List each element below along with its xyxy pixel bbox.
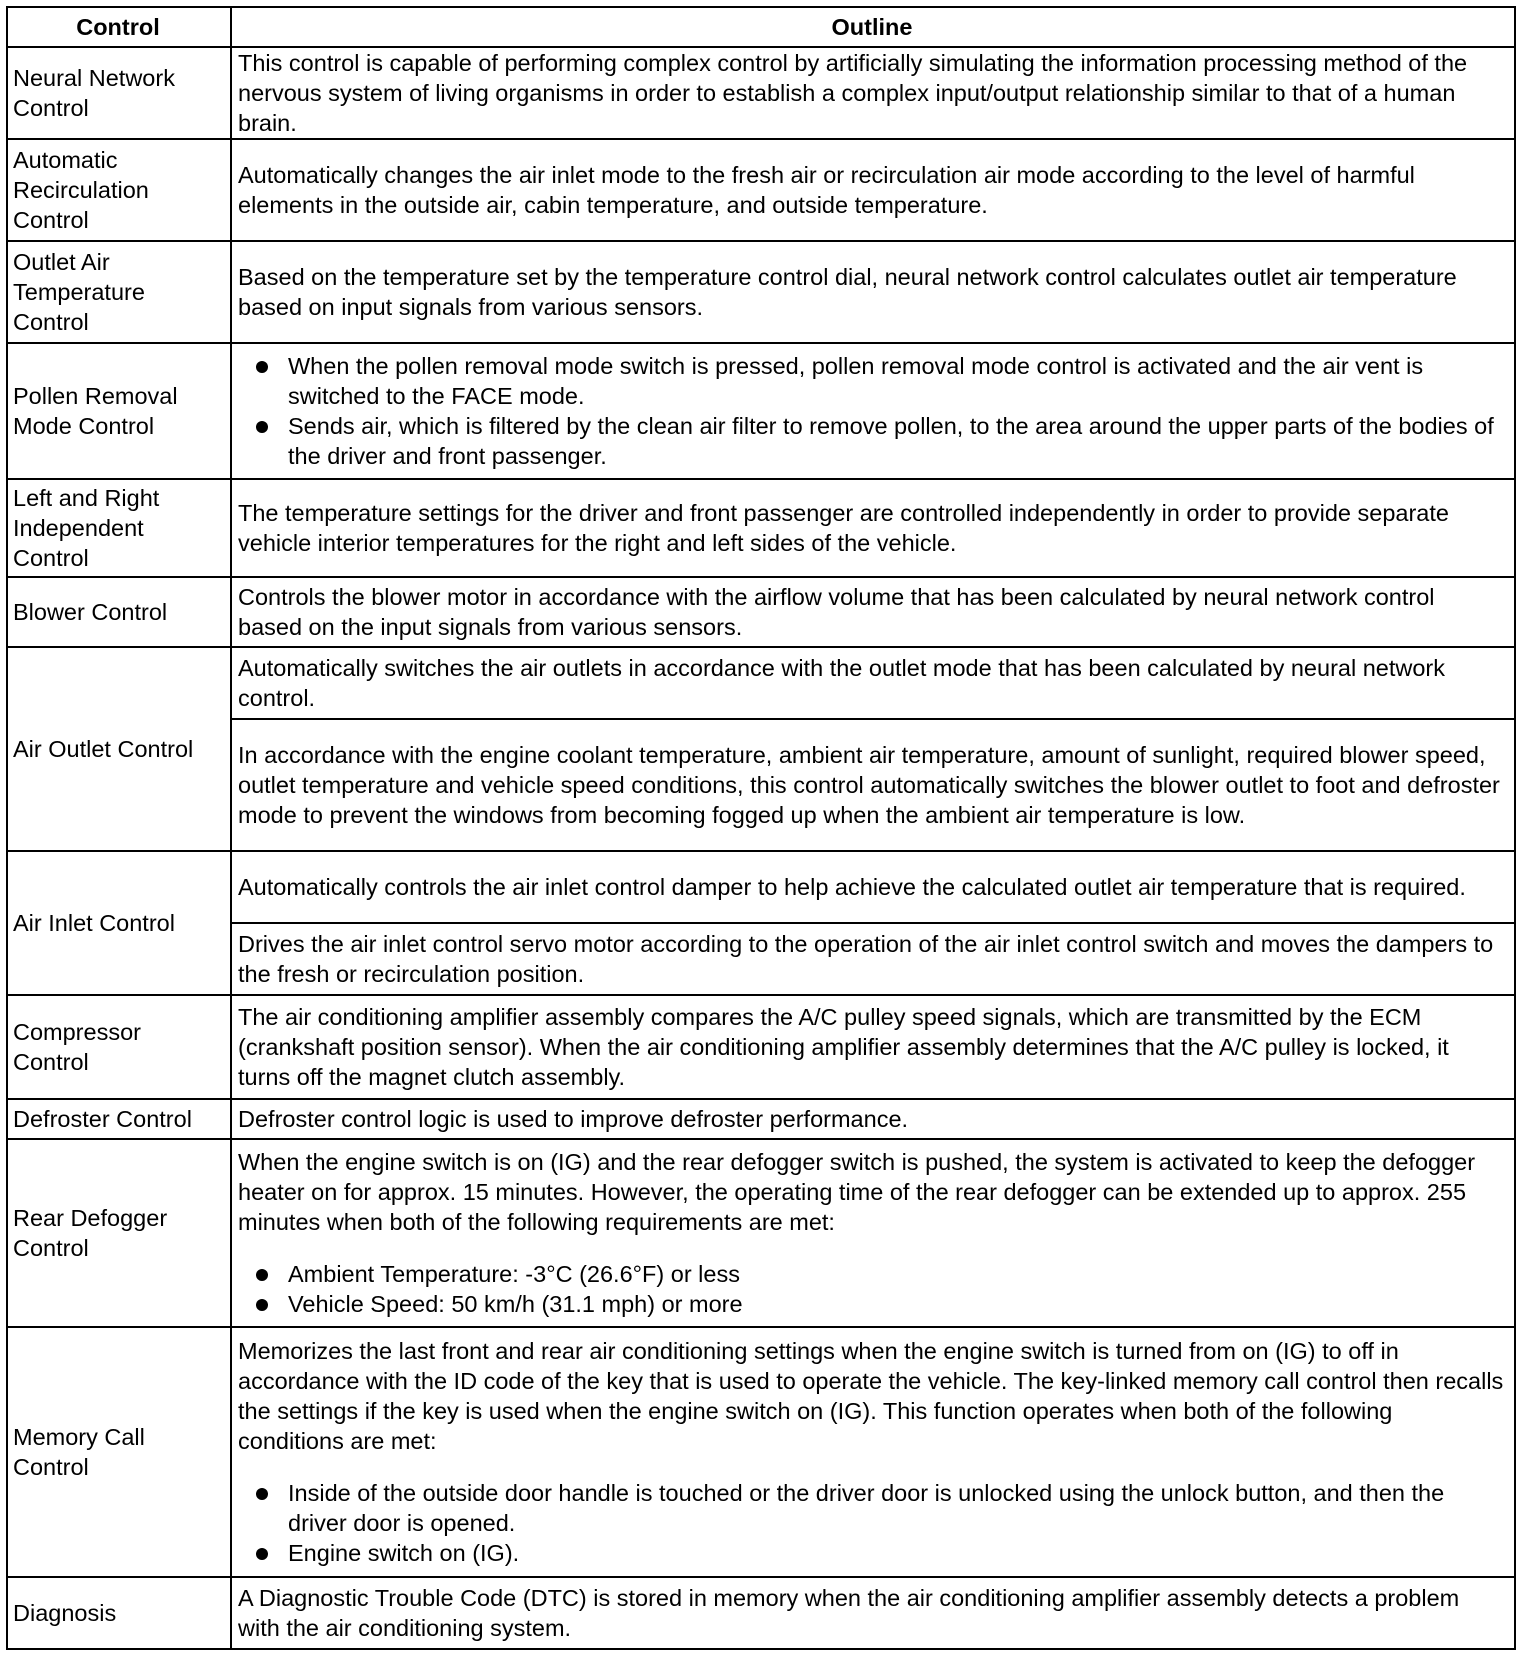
list-item: Vehicle Speed: 50 km/h (31.1 mph) or more bbox=[238, 1289, 1504, 1319]
table-row bbox=[7, 647, 1515, 719]
control-outline: Automatically switches the air outlets in accordance with the outlet mode that has been calculated by neural network control. bbox=[231, 647, 1515, 719]
control-outline: Defroster control logic is used to improve defroster performance. bbox=[231, 1099, 1515, 1139]
list-item: Ambient Temperature: -3°C (26.6°F) or less bbox=[238, 1259, 1504, 1289]
table-row bbox=[7, 1327, 1515, 1577]
control-name: Neural Network Control bbox=[7, 47, 231, 139]
table-row bbox=[7, 479, 1515, 577]
header-row bbox=[7, 7, 1515, 47]
table-row bbox=[7, 1099, 1515, 1139]
control-outline: Controls the blower motor in accordance with the airflow volume that has been calculated by neural network control based on the input signals from various sensors. bbox=[231, 577, 1515, 647]
control-name: Blower Control bbox=[7, 577, 231, 647]
list-item: Inside of the outside door handle is touched or the driver door is unlocked using the unlock button, and then the driver door is opened. bbox=[238, 1478, 1504, 1538]
table-row bbox=[7, 1139, 1515, 1327]
control-outline: Drives the air inlet control servo motor according to the operation of the air inlet control switch and moves the dampers to the fresh or recirculation position. bbox=[231, 923, 1515, 995]
control-outline-table bbox=[6, 6, 1516, 1650]
control-name: Rear Defogger Control bbox=[7, 1139, 231, 1327]
control-name: Memory Call Control bbox=[7, 1327, 231, 1577]
table-row bbox=[7, 47, 1515, 139]
table-row bbox=[7, 719, 1515, 851]
table-row bbox=[7, 923, 1515, 995]
control-outline: This control is capable of performing complex control by artificially simulating the information processing method of the nervous system of living organisms in order to establish a complex input/output relationship similar to that of a human brain. bbox=[231, 47, 1515, 139]
table-row bbox=[7, 241, 1515, 343]
table-row bbox=[7, 851, 1515, 923]
control-outline-text: Memorizes the last front and rear air conditioning settings when the engine switch is turned from on (IG) to off in accordance with the ID code of the key that is used to operate the vehicle. The key-linked memory call control then recalls the settings if the key is used when the engine switch on (IG). This function operates when both of the following conditions are met: bbox=[238, 1338, 1504, 1454]
list-item: Engine switch on (IG). bbox=[238, 1538, 1504, 1568]
control-outline: A Diagnostic Trouble Code (DTC) is stored in memory when the air conditioning amplifier assembly detects a problem with the air conditioning system. bbox=[231, 1577, 1515, 1649]
list-item: When the pollen removal mode switch is pressed, pollen removal mode control is activated and the air vent is switched to the FACE mode. bbox=[238, 351, 1504, 411]
control-outline: Based on the temperature set by the temperature control dial, neural network control calculates outlet air temperature based on input signals from various sensors. bbox=[231, 241, 1515, 343]
header-outline: Outline bbox=[231, 7, 1515, 47]
table-row bbox=[7, 139, 1515, 241]
control-name: Outlet Air Temperature Control bbox=[7, 241, 231, 343]
control-name: Air Inlet Control bbox=[7, 851, 231, 995]
control-outline: The temperature settings for the driver and front passenger are controlled independently in order to provide separate vehicle interior temperatures for the right and left sides of the vehicle. bbox=[231, 479, 1515, 577]
control-name: Diagnosis bbox=[7, 1577, 231, 1649]
list-item: Sends air, which is filtered by the clean air filter to remove pollen, to the area around the upper parts of the bodies of the driver and front passenger. bbox=[238, 411, 1504, 471]
control-name: Automatic Recirculation Control bbox=[7, 139, 231, 241]
table-row bbox=[7, 343, 1515, 479]
header-control: Control bbox=[7, 7, 231, 47]
control-outline: The air conditioning amplifier assembly compares the A/C pulley speed signals, which are transmitted by the ECM (crankshaft position sensor). When the air conditioning amplifier assembly determines that the A/C pulley is locked, it turns off the magnet clutch assembly. bbox=[231, 995, 1515, 1099]
control-outline: Automatically controls the air inlet control damper to help achieve the calculated outlet air temperature that is required. bbox=[231, 851, 1515, 923]
control-name: Compressor Control bbox=[7, 995, 231, 1099]
bullet-list bbox=[238, 1259, 1504, 1319]
control-outline bbox=[231, 1139, 1515, 1327]
control-outline: In accordance with the engine coolant temperature, ambient air temperature, amount of sunlight, required blower speed, outlet temperature and vehicle speed conditions, this control automatically switches the blower outlet to foot and defroster mode to prevent the windows from becoming fogged up when the ambient air temperature is low. bbox=[231, 719, 1515, 851]
control-name: Pollen Removal Mode Control bbox=[7, 343, 231, 479]
table-row bbox=[7, 995, 1515, 1099]
control-outline-text: When the engine switch is on (IG) and the rear defogger switch is pushed, the system is activated to keep the defogger heater on for approx. 15 minutes. However, the operating time of the rear defogger can be extended up to approx. 255 minutes when both of the following requirements are met: bbox=[238, 1149, 1476, 1235]
control-name: Air Outlet Control bbox=[7, 647, 231, 851]
bullet-list bbox=[238, 351, 1504, 471]
control-outline bbox=[231, 343, 1515, 479]
bullet-list bbox=[238, 1478, 1504, 1568]
control-outline: Automatically changes the air inlet mode to the fresh air or recirculation air mode according to the level of harmful elements in the outside air, cabin temperature, and outside temperature. bbox=[231, 139, 1515, 241]
table-row bbox=[7, 577, 1515, 647]
control-name: Left and Right Independent Control bbox=[7, 479, 231, 577]
table-row bbox=[7, 1577, 1515, 1649]
control-name: Defroster Control bbox=[7, 1099, 231, 1139]
control-outline bbox=[231, 1327, 1515, 1577]
